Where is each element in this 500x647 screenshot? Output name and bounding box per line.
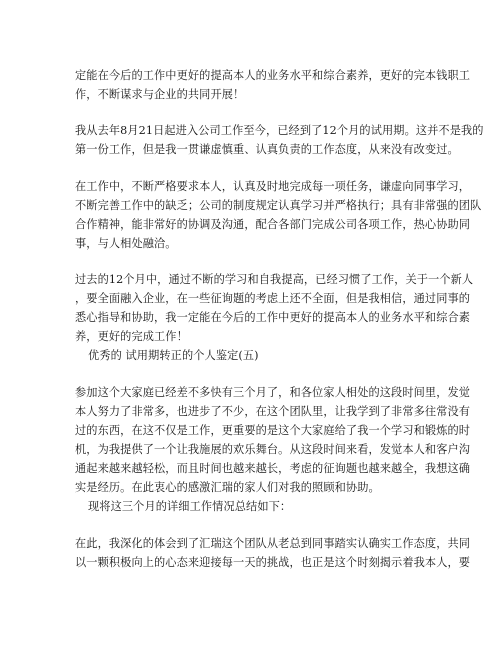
paragraph-3-line-3: 合作精神，能非常好的协调及沟通，配合各部门完成公司各项工作，热心协助同 [75,218,471,231]
paragraph-3-line-4: 事，与人相处融洽。 [75,237,177,250]
paragraph-5-line-2: 本人努力了非常多，也进步了不少，在这个团队里，让我学到了非常多往常没有 [75,405,471,418]
paragraph-1-line-2: 作，不断谋求与企业的共同开展！ [75,88,245,101]
paragraph-2-line-1: 我从去年8月21日起进入公司工作至今，已经到了12个月的试用期。这并不是我的 [75,124,484,137]
section-heading: 优秀的 试用期转正的个人鉴定(五) [88,349,259,362]
paragraph-7-line-1: 在此，我深化的体会到了汇瑞这个团队从老总到同事踏实认确实工作态度，共同 [75,537,471,550]
paragraph-4-line-2: ，要全面融入企业，在一些征询题的考虑上还不全面，但是我相信，通过同事的 [75,292,471,305]
paragraph-3-line-2: 不断完善工作中的缺乏；公司的制度规定认真学习并严格执行；具有非常强的团队 [75,199,482,212]
paragraph-6-line-1: 现将这三个月的详细工作情况总结如下： [88,500,292,513]
paragraph-2-line-2: 第一份工作，但是我一贯谦虚慎重、认真负责的工作态度，从来没有改变过。 [75,143,459,156]
paragraph-4-line-1: 过去的12个月中，通过不断的学习和自我提高，已经习惯了工作，关于一个新人 [75,273,474,286]
paragraph-4-line-3: 悉心指导和协助，我一定能在今后的工作中更好的提高本人的业务水平和综合素 [75,311,471,324]
paragraph-3-line-1: 在工作中，不断严格要求本人，认真及时地完成每一项任务，谦虚向同事学习， [75,180,471,193]
paragraph-4-line-4: 养，更好的完成工作！ [75,330,188,343]
paragraph-5-line-3: 过的东西，在这不仅是工作，更重要的是这个大家庭给了我一个学习和锻炼的时 [75,424,471,437]
paragraph-5-line-5: 通起来越来越轻松，而且时间也越来越长，考虑的征询题也越来越全，我想这确 [75,462,471,475]
paragraph-7-line-2: 以一颗积极向上的心态来迎接每一天的挑战，也正是这个时刻揭示着我本人，要 [75,556,471,569]
paragraph-5-line-1: 参加这个大家庭已经差不多快有三个月了，和各位家人相处的这段时间里，发觉 [75,386,471,399]
paragraph-5-line-4: 机，为我提供了一个让我施展的欢乐舞台。从这段时间来看，发觉本人和客户沟 [75,443,471,456]
paragraph-5-line-6: 实是经历。在此衷心的感激汇瑞的家人们对我的照顾和协助。 [75,481,380,494]
paragraph-1-line-1: 定能在今后的工作中更好的提高本人的业务水平和综合素养，更好的完本钱职工 [75,69,471,82]
